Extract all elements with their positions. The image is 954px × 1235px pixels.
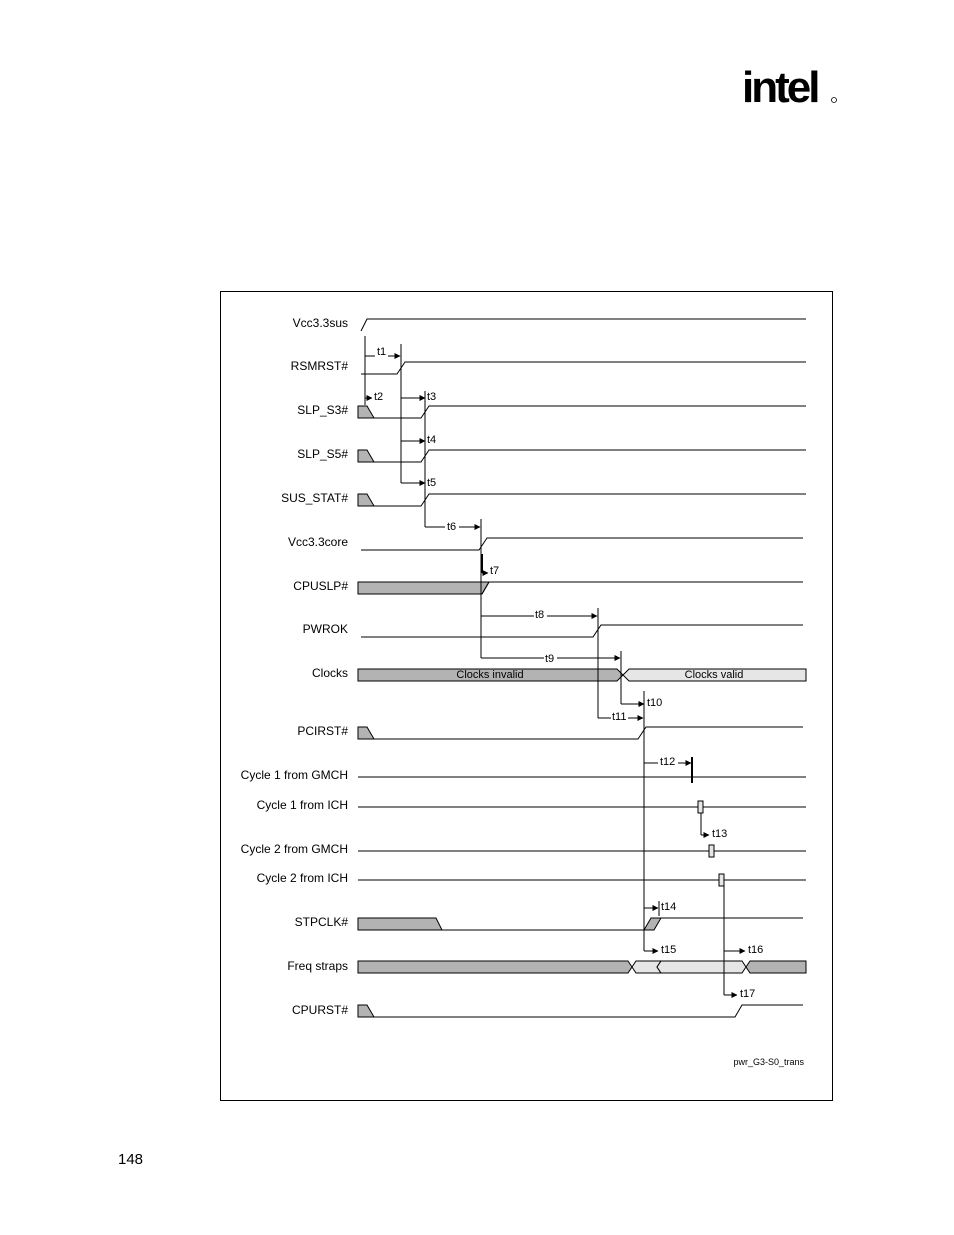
signal-label-vcc33core: Vcc3.3core	[287, 535, 348, 549]
timing-label-t8: t8	[535, 609, 545, 621]
signal-label-cycle1-ich: Cycle 1 from ICH	[256, 798, 348, 812]
timing-annotations	[365, 336, 745, 995]
signal-label-cycle2-gmch: Cycle 2 from GMCH	[240, 842, 348, 856]
figure-id: pwr_G3-S0_trans	[733, 1057, 804, 1067]
timing-label-t9: t9	[545, 653, 555, 665]
signal-label-stpclk: STPCLK#	[294, 915, 348, 929]
signal-label-slp-s3: SLP_S3#	[297, 403, 348, 417]
timing-label-t3: t3	[427, 391, 437, 403]
freq-straps-invalid	[358, 961, 632, 973]
waveform-pcirst	[374, 727, 803, 739]
waveform-vcc33core	[361, 538, 803, 550]
signal-label-cycle1-gmch: Cycle 1 from GMCH	[240, 768, 348, 782]
signal-label-slp-s5: SLP_S5#	[297, 447, 348, 461]
intel-logo	[740, 60, 840, 120]
signal-label-rsmrst: RSMRST#	[290, 359, 348, 373]
signal-label-cpuslp: CPUSLP#	[293, 579, 348, 593]
signal-label-sus-stat: SUS_STAT#	[281, 491, 348, 505]
cycle2-ich-marker	[719, 874, 724, 886]
timing-label-t1: t1	[377, 346, 387, 358]
registered-mark-icon	[832, 98, 837, 103]
freq-straps-final	[746, 961, 806, 973]
cycle1-ich-marker	[698, 801, 703, 813]
unknown-state-slp-s5	[358, 450, 374, 462]
cycle2-gmch-marker	[709, 845, 714, 857]
timing-label-t7: t7	[490, 565, 500, 577]
stpclk-transition	[644, 918, 661, 930]
waveform-cpuslp	[482, 582, 803, 594]
waveform-vcc33sus	[361, 319, 806, 331]
unknown-state-stpclk	[358, 918, 442, 930]
timing-label-t13: t13	[712, 828, 728, 840]
signal-label-clocks: Clocks	[311, 666, 348, 680]
waveform-rsmrst	[361, 362, 806, 374]
signal-label-freq-straps: Freq straps	[287, 959, 348, 973]
unknown-state-slp-s3	[358, 406, 374, 418]
timing-diagram	[221, 292, 834, 1102]
unknown-state-sus-stat	[358, 494, 374, 506]
unknown-state-pcirst	[358, 727, 374, 739]
signal-label-vcc33sus: Vcc3.3sus	[292, 316, 348, 330]
unknown-state-cpuslp	[358, 582, 489, 594]
timing-label-t5: t5	[427, 477, 437, 489]
timing-label-t11: t11	[612, 711, 627, 723]
timing-label-t17: t17	[740, 988, 756, 1000]
signal-label-pcirst: PCIRST#	[297, 724, 348, 738]
timing-label-t2: t2	[374, 391, 384, 403]
timing-label-t4: t4	[427, 434, 437, 446]
timing-label-t16: t16	[748, 944, 764, 956]
page-number: 148	[118, 1151, 144, 1168]
signal-label-pwrok: PWROK	[302, 622, 348, 636]
timing-label-t15: t15	[661, 944, 677, 956]
timing-label-t10: t10	[647, 697, 663, 709]
unknown-state-cpurst	[358, 1005, 374, 1017]
timing-label-t14: t14	[661, 901, 677, 913]
clocks-valid-label: Clocks valid	[684, 669, 744, 681]
logo-text: intel	[742, 63, 818, 112]
timing-label-t6: t6	[447, 521, 457, 533]
timing-label-t12: t12	[660, 756, 676, 768]
clocks-invalid-label: Clocks invalid	[456, 669, 524, 681]
waveform-pwrok	[361, 625, 803, 637]
waveform-cpurst	[374, 1005, 803, 1017]
signal-label-cpurst: CPURST#	[291, 1003, 348, 1017]
freq-straps-valid	[657, 961, 746, 973]
timing-diagram-frame	[220, 291, 833, 1101]
signal-label-cycle2-ich: Cycle 2 from ICH	[256, 871, 348, 885]
